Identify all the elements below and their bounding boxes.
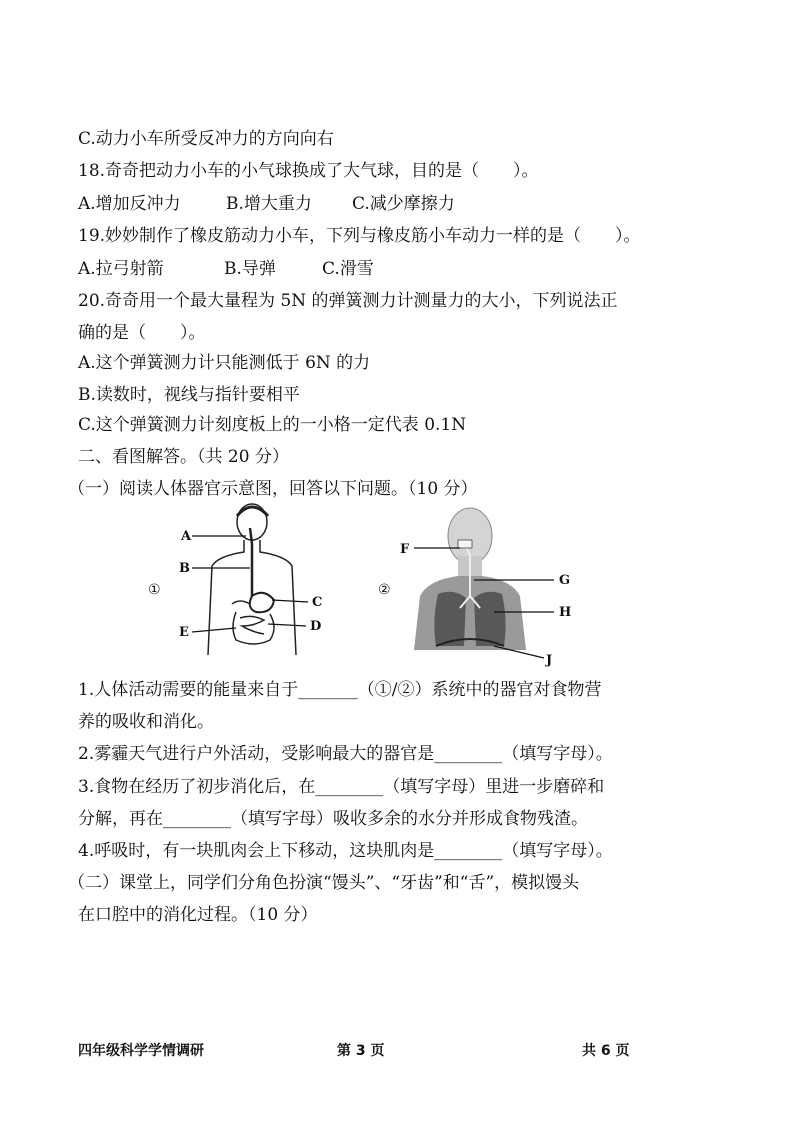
q18-options — [78, 193, 738, 215]
q20-option-a: A.这个弹簧测力计只能测低于 6N 的力 — [78, 353, 371, 373]
q18-option-a: A.增加反冲力 — [78, 194, 181, 214]
part1-q4: 4.呼吸时，有一块肌肉会上下移动，这块肌肉是________（填写字母）。 — [78, 841, 613, 861]
q19-options — [78, 258, 738, 280]
figure1-number: ① — [148, 582, 161, 598]
label-a: A — [181, 529, 192, 544]
respiratory-body — [414, 508, 526, 650]
label-e: E — [179, 625, 189, 640]
label-j: J — [546, 653, 553, 668]
q18-option-b: B.增大重力 — [226, 194, 312, 214]
part1-q3-line2: 分解，再在________（填写字母）吸收多余的水分并形成食物残渣。 — [78, 809, 588, 829]
respiratory-system-figure — [374, 500, 584, 670]
part1-q2: 2.雾霾天气进行户外活动，受影响最大的器官是________（填写字母）。 — [78, 744, 613, 764]
q19-option-a: A.拉弓射箭 — [78, 259, 164, 279]
digestive-body-outline — [208, 504, 296, 655]
label-g: G — [559, 573, 571, 588]
part1-q1-line2: 养的吸收和消化。 — [78, 712, 214, 732]
digestive-system-figure — [140, 500, 340, 660]
part2-line2: 在口腔中的消化过程。（10 分） — [78, 905, 318, 925]
q19-option-c: C.滑雪 — [322, 259, 374, 279]
q20-option-c: C.这个弹簧测力计刻度板上的一小格一定代表 0.1N — [78, 415, 467, 435]
label-b: B — [179, 561, 190, 576]
part1-q3-line1: 3.食物在经历了初步消化后，在________（填写字母）里进一步磨碎和 — [78, 777, 605, 797]
label-f: F — [400, 542, 410, 557]
q20-stem-line2: 确的是（ ）。 — [78, 323, 206, 343]
footer-page-number: 第 3 页 — [337, 1043, 385, 1059]
part1-heading: （一）阅读人体器官示意图，回答以下问题。（10 分） — [68, 479, 478, 499]
section2-heading: 二、看图解答。（共 20 分） — [78, 447, 289, 467]
figure2-number: ② — [378, 582, 391, 598]
label-d: D — [310, 619, 322, 634]
footer-total-pages: 共 6 页 — [582, 1043, 630, 1059]
label-h: H — [559, 605, 572, 620]
part1-q1-line1: 1.人体活动需要的能量来自于_______（①/②）系统中的器官对食物营 — [78, 680, 602, 700]
q17-option-c: C.动力小车所受反冲力的方向向右 — [78, 129, 334, 149]
q18-option-c: C.减少摩擦力 — [352, 194, 455, 214]
q20-stem-line1: 20.奇奇用一个最大量程为 5N 的弹簧测力计测量力的大小，下列说法正 — [78, 291, 618, 311]
q18-stem: 18.奇奇把动力小车的小气球换成了大气球，目的是（ ）。 — [78, 161, 539, 181]
q19-stem: 19.妙妙制作了橡皮筋动力小车，下列与橡皮筋小车动力一样的是（ ）。 — [78, 226, 641, 246]
label-c: C — [312, 595, 323, 610]
q19-option-b: B.导弹 — [224, 259, 276, 279]
footer-title: 四年级科学学情调研 — [78, 1043, 204, 1059]
q20-option-b: B.读数时，视线与指针要相平 — [78, 385, 300, 405]
part2-line1: （二）课堂上，同学们分角色扮演“馒头”、“牙齿”和“舌”，模拟馒头 — [68, 873, 580, 893]
